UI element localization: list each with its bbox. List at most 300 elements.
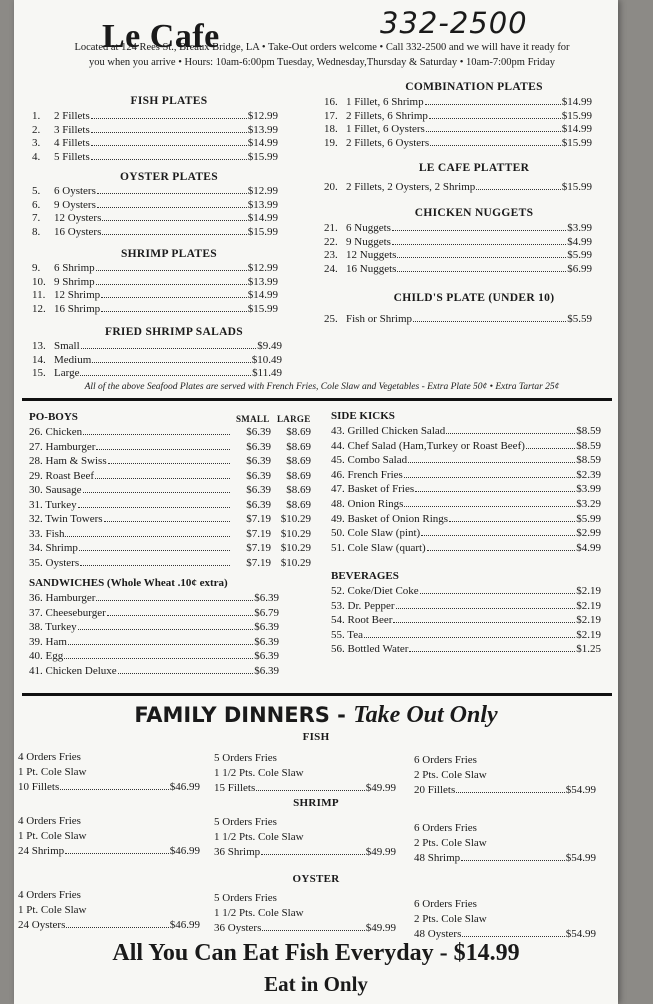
- item-label: 9 Oysters: [54, 198, 96, 211]
- item-label: 47. Basket of Fries: [331, 483, 415, 496]
- dot-leader: [392, 230, 566, 231]
- item-price: $3.29: [576, 498, 601, 510]
- item-label: 44. Chef Salad (Ham,Turkey or Roast Beef): [331, 439, 525, 452]
- sandwiches-heading: SANDWICHES (Whole Wheat .10¢ extra): [29, 577, 228, 589]
- menu-item: [29, 484, 311, 496]
- dot-leader: [101, 311, 247, 312]
- dot-leader: [462, 936, 564, 937]
- dot-leader: [91, 159, 247, 160]
- dot-leader: [261, 854, 365, 855]
- item-price: $15.99: [561, 109, 592, 122]
- item-price: $12.99: [247, 262, 278, 274]
- item-label: 34. Shrimp: [29, 542, 78, 554]
- family-price: $46.99: [169, 781, 200, 793]
- menu-item: [331, 498, 601, 510]
- item-price-small: $6.39: [246, 455, 271, 467]
- family-qty-row: [18, 918, 200, 933]
- dot-leader: [80, 565, 230, 566]
- menu-item: [32, 367, 282, 379]
- item-price: $5.99: [567, 249, 592, 261]
- dot-leader: [66, 927, 168, 928]
- dot-leader: [413, 321, 566, 322]
- item-label: 45. Combo Salad: [331, 454, 408, 467]
- item-price-large: $8.69: [286, 440, 311, 453]
- dot-leader: [449, 521, 575, 522]
- menu-item: [29, 542, 311, 554]
- item-number: 17.: [324, 109, 338, 122]
- item-label: 33. Fish: [29, 527, 65, 540]
- family-qty: 15 Fillets: [214, 782, 256, 794]
- family-qty: 48 Oysters: [414, 928, 462, 940]
- section-divider-1: [22, 398, 612, 401]
- item-price: $5.99: [576, 512, 601, 525]
- item-price: $12.99: [247, 185, 278, 197]
- item-price-large: $10.29: [280, 527, 311, 540]
- item-price-large: $8.69: [286, 426, 311, 438]
- item-price: $2.19: [576, 599, 601, 612]
- dot-leader: [256, 790, 364, 791]
- dot-leader: [430, 145, 561, 146]
- family-option: [18, 888, 200, 933]
- family-qty-row: [414, 851, 596, 866]
- dot-leader: [364, 637, 575, 638]
- menu-item: [29, 441, 311, 453]
- item-price: $3.99: [576, 483, 601, 496]
- menu-item: [331, 542, 601, 554]
- dot-leader: [65, 536, 230, 537]
- family-slaw: 1 1/2 Pts. Cole Slaw: [214, 907, 304, 919]
- family-price: $46.99: [169, 845, 200, 857]
- dot-leader: [102, 234, 246, 235]
- dot-leader: [118, 673, 254, 674]
- item-price: $2.99: [576, 527, 601, 540]
- dot-leader: [68, 644, 253, 645]
- item-label: 46. French Fries: [331, 468, 403, 481]
- item-number: 13.: [32, 340, 46, 352]
- item-price: $8.59: [576, 454, 601, 467]
- item-price: $14.99: [561, 96, 592, 108]
- family-fries: 6 Orders Fries: [414, 754, 477, 766]
- item-price-large: $10.29: [280, 556, 311, 569]
- item-label: 36. Hamburger: [29, 592, 96, 604]
- item-price: $13.99: [247, 198, 278, 211]
- menu-item: [29, 455, 311, 467]
- family-option: [214, 891, 396, 936]
- family-price: $49.99: [365, 922, 396, 934]
- family-fries: 4 Orders Fries: [18, 815, 81, 827]
- item-label: 6 Nuggets: [346, 222, 391, 234]
- family-qty: 36 Shrimp: [214, 846, 261, 858]
- family-price: $49.99: [365, 846, 396, 858]
- item-price: $14.99: [561, 123, 592, 135]
- dot-leader: [425, 104, 561, 105]
- menu-item: [331, 629, 601, 641]
- item-label: 35. Oysters: [29, 556, 80, 569]
- menu-item: [331, 483, 601, 495]
- item-number: 5.: [32, 185, 41, 197]
- family-price: $46.99: [169, 919, 200, 931]
- menu-item: [32, 199, 278, 211]
- menu-item: [32, 340, 282, 352]
- item-label: 53. Dr. Pepper: [331, 599, 395, 612]
- family-option: [18, 814, 200, 859]
- item-label: 12 Shrimp: [54, 289, 101, 301]
- menu-item: [324, 249, 592, 261]
- menu-item: [29, 499, 311, 511]
- item-number: 9.: [32, 262, 41, 274]
- dot-leader: [65, 853, 169, 854]
- item-label: 12 Oysters: [54, 212, 102, 224]
- family-group-heading: OYSTER: [292, 873, 340, 885]
- item-number: 15.: [32, 367, 46, 379]
- item-label: Medium: [54, 353, 92, 366]
- item-label: 29. Roast Beef: [29, 469, 95, 482]
- item-price-small: $6.39: [246, 498, 271, 511]
- family-slaw: 1 Pt. Cole Slaw: [18, 766, 87, 778]
- menu-item: [29, 592, 279, 604]
- family-qty-row: [414, 783, 596, 798]
- dot-leader: [97, 207, 247, 208]
- item-label: 55. Tea: [331, 628, 364, 641]
- dot-leader: [92, 362, 250, 363]
- family-qty: 10 Fillets: [18, 781, 60, 793]
- item-price: $4.99: [576, 541, 601, 554]
- item-price: $15.99: [561, 181, 592, 193]
- family-slaw: 1 Pt. Cole Slaw: [18, 830, 87, 842]
- item-label: Fish or Shrimp: [346, 313, 413, 325]
- item-label: 16 Nuggets: [346, 262, 397, 275]
- item-label: 50. Cole Slaw (pint): [331, 527, 421, 540]
- dot-leader: [392, 244, 566, 245]
- item-price-small: $6.39: [246, 469, 271, 482]
- family-dinners-title: [14, 702, 618, 729]
- family-slaw: 2 Pts. Cole Slaw: [414, 769, 487, 781]
- family-qty: 24 Shrimp: [18, 845, 65, 857]
- item-number: 7.: [32, 212, 41, 224]
- menu-item: [29, 528, 311, 540]
- restaurant-info: [32, 40, 612, 70]
- menu-paper: [14, 0, 618, 1004]
- item-label: 56. Bottled Water: [331, 643, 409, 656]
- item-price: $6.39: [254, 635, 279, 648]
- item-price-small: $6.39: [246, 426, 271, 438]
- dot-leader: [96, 600, 253, 601]
- menu-item: [324, 123, 592, 135]
- item-label: 16 Shrimp: [54, 302, 101, 315]
- menu-item: [324, 222, 592, 234]
- menu-item: [331, 600, 601, 612]
- dot-leader: [91, 118, 247, 119]
- item-price: $6.79: [254, 606, 279, 619]
- item-price-small: $7.19: [246, 542, 271, 554]
- menu-item: [29, 636, 279, 648]
- dot-leader: [96, 270, 247, 271]
- item-label: 37. Cheeseburger: [29, 606, 106, 619]
- item-label: 30. Sausage: [29, 484, 82, 496]
- item-number: 25.: [324, 313, 338, 325]
- item-price: $14.99: [247, 212, 278, 224]
- dot-leader: [95, 478, 230, 479]
- item-label: Large: [54, 367, 80, 379]
- family-group-heading: FISH: [302, 731, 330, 743]
- menu-item: [324, 96, 592, 108]
- item-label: 39. Ham: [29, 635, 67, 648]
- menu-item: [324, 137, 592, 149]
- dot-leader: [102, 220, 246, 221]
- family-dinners-title-main: FAMILY DINNERS -: [134, 703, 346, 727]
- menu-item: [331, 454, 601, 466]
- family-option: [414, 753, 596, 798]
- family-fries: 5 Orders Fries: [214, 816, 277, 828]
- family-option: [214, 751, 396, 796]
- dot-leader: [83, 434, 230, 435]
- item-label: 2 Fillets, 6 Oysters: [346, 136, 430, 149]
- family-price: $54.99: [565, 852, 596, 864]
- dot-leader: [526, 448, 575, 449]
- item-number: 18.: [324, 123, 338, 135]
- childs-plate-heading: CHILD'S PLATE (UNDER 10): [393, 292, 555, 304]
- family-fries: 4 Orders Fries: [18, 889, 81, 901]
- family-price: $54.99: [565, 928, 596, 940]
- menu-item: [331, 469, 601, 481]
- item-price: $6.99: [567, 262, 592, 275]
- dot-leader: [426, 131, 561, 132]
- seafood-plates-note: All of the above Seafood Plates are served with French Fries, Cole Slaw and Vegetables - Extra Plate 50¢ • Extra Tartar 25¢: [84, 382, 560, 392]
- menu-item: [32, 289, 278, 301]
- family-slaw: 2 Pts. Cole Slaw: [414, 837, 487, 849]
- item-label: 2 Fillets, 2 Oysters, 2 Shrimp: [346, 181, 476, 193]
- fish-plates-heading: FISH PLATES: [130, 95, 208, 107]
- family-price: $49.99: [365, 782, 396, 794]
- dot-leader: [393, 622, 575, 623]
- dot-leader: [446, 433, 575, 434]
- item-price: $10.49: [251, 353, 282, 366]
- item-price-large: $10.29: [280, 542, 311, 554]
- item-price: $9.49: [257, 340, 282, 352]
- item-label: 27. Hamburger: [29, 440, 96, 453]
- item-label: 40. Egg: [29, 650, 64, 662]
- menu-item: [29, 426, 311, 438]
- po-boys-small-header: SMALL: [236, 414, 270, 424]
- menu-item: [331, 585, 601, 597]
- item-label: 51. Cole Slaw (quart): [331, 541, 426, 554]
- item-price: $6.39: [254, 650, 279, 662]
- menu-item: [324, 110, 592, 122]
- dot-leader: [409, 651, 575, 652]
- oyster-plates-heading: OYSTER PLATES: [120, 171, 218, 183]
- item-label: 16 Oysters: [54, 225, 102, 238]
- item-price: $2.19: [576, 614, 601, 627]
- family-option: [18, 750, 200, 795]
- item-label: 41. Chicken Deluxe: [29, 664, 117, 677]
- all-you-can-eat-banner: All You Can Eat Fish Everyday - $14.99: [112, 940, 520, 966]
- item-label: 4 Fillets: [54, 137, 90, 149]
- family-fries: 5 Orders Fries: [214, 892, 277, 904]
- item-price-large: $8.69: [286, 469, 311, 482]
- menu-item: [29, 650, 279, 662]
- item-price-small: $7.19: [246, 556, 271, 569]
- menu-item: [32, 124, 278, 136]
- item-price-small: $6.39: [246, 484, 271, 496]
- family-qty-row: [214, 845, 396, 860]
- item-number: 24.: [324, 262, 338, 275]
- item-label: 26. Chicken: [29, 426, 83, 438]
- menu-item: [29, 557, 311, 569]
- dot-leader: [60, 789, 168, 790]
- item-number: 4.: [32, 150, 41, 163]
- item-price: $13.99: [247, 275, 278, 288]
- item-price: $2.19: [576, 585, 601, 597]
- item-price: $3.99: [567, 222, 592, 234]
- chicken-nuggets-heading: CHICKEN NUGGETS: [414, 207, 534, 219]
- item-label: 3 Fillets: [54, 123, 90, 136]
- dot-leader: [97, 193, 247, 194]
- family-price: $54.99: [565, 784, 596, 796]
- item-number: 8.: [32, 225, 41, 238]
- item-label: 2 Fillets: [54, 110, 90, 122]
- dot-leader: [91, 145, 247, 146]
- item-number: 23.: [324, 249, 338, 261]
- menu-item: [324, 263, 592, 275]
- dot-leader: [396, 608, 576, 609]
- item-number: 2.: [32, 123, 41, 136]
- item-price: $15.99: [561, 136, 592, 149]
- item-number: 1.: [32, 110, 41, 122]
- item-label: 9 Nuggets: [346, 235, 391, 248]
- menu-item: [331, 527, 601, 539]
- section-divider-2: [22, 693, 612, 696]
- menu-item: [32, 151, 278, 163]
- family-dinners-title-takeout: Take Out Only: [353, 702, 498, 728]
- restaurant-title: Le Cafe: [102, 18, 220, 55]
- item-number: 10.: [32, 275, 46, 288]
- item-number: 16.: [324, 96, 338, 108]
- dot-leader: [429, 118, 561, 119]
- item-price: $15.99: [247, 302, 278, 315]
- item-label: 12 Nuggets: [346, 249, 397, 261]
- dot-leader: [83, 492, 230, 493]
- family-fries: 6 Orders Fries: [414, 898, 477, 910]
- family-option: [214, 815, 396, 860]
- family-fries: 6 Orders Fries: [414, 822, 477, 834]
- dot-leader: [420, 593, 576, 594]
- family-group-heading: SHRIMP: [293, 797, 339, 809]
- menu-item: [331, 614, 601, 626]
- item-price: $14.99: [247, 137, 278, 149]
- menu-item: [32, 137, 278, 149]
- family-option: [414, 897, 596, 942]
- dot-leader: [80, 375, 251, 376]
- fried-shrimp-salads-heading: FRIED SHRIMP SALADS: [105, 326, 243, 338]
- item-number: 22.: [324, 235, 338, 248]
- dot-leader: [427, 550, 576, 551]
- menu-item: [331, 643, 601, 655]
- dot-leader: [461, 860, 565, 861]
- dot-leader: [262, 930, 364, 931]
- item-price: $5.59: [567, 313, 592, 325]
- side-kicks-heading: SIDE KICKS: [331, 410, 395, 422]
- menu-item: [29, 607, 279, 619]
- dot-leader: [104, 521, 230, 522]
- menu-item: [324, 236, 592, 248]
- dot-leader: [101, 297, 247, 298]
- menu-item: [29, 621, 279, 633]
- item-label: 54. Root Beer: [331, 614, 393, 627]
- menu-item: [32, 262, 278, 274]
- item-price-large: $10.29: [280, 513, 311, 525]
- family-qty-row: [18, 780, 200, 795]
- dot-leader: [408, 462, 575, 463]
- item-price: $15.99: [247, 150, 278, 163]
- item-label: 31. Turkey: [29, 498, 77, 511]
- menu-item: [32, 226, 278, 238]
- po-boys-large-header: LARGE: [277, 414, 311, 424]
- item-price: $13.99: [247, 123, 278, 136]
- combination-plates-heading: COMBINATION PLATES: [405, 81, 543, 93]
- item-price: $8.59: [576, 425, 601, 437]
- family-fries: 4 Orders Fries: [18, 751, 81, 763]
- item-price: $6.39: [254, 592, 279, 604]
- dot-leader: [108, 463, 230, 464]
- menu-item: [331, 425, 601, 437]
- item-price: $8.59: [576, 439, 601, 452]
- item-label: Small: [54, 340, 80, 352]
- family-qty-row: [18, 844, 200, 859]
- menu-item: [29, 470, 311, 482]
- family-qty-row: [214, 921, 396, 936]
- info-line-2: you when you arrive • Hours: 10am-6:00pm Tuesday, Wednesday,Thursday & Saturday • 10am-7:00pm Friday: [88, 57, 555, 68]
- po-boys-heading: PO-BOYS: [29, 411, 78, 423]
- family-fries: 5 Orders Fries: [214, 752, 277, 764]
- item-label: 49. Basket of Onion Rings: [331, 512, 449, 525]
- menu-item: [32, 354, 282, 366]
- dot-leader: [476, 189, 560, 190]
- dot-leader: [456, 792, 564, 793]
- item-price: $2.39: [576, 468, 601, 481]
- item-price: $6.39: [254, 621, 279, 633]
- menu-item: [29, 665, 279, 677]
- menu-item: [331, 513, 601, 525]
- menu-item: [324, 181, 592, 193]
- item-label: 52. Coke/Diet Coke: [331, 585, 419, 597]
- beverages-heading: BEVERAGES: [331, 570, 399, 582]
- item-label: 6 Shrimp: [54, 262, 95, 274]
- dot-leader: [415, 491, 575, 492]
- item-label: 6 Oysters: [54, 185, 96, 197]
- family-option: [414, 821, 596, 866]
- dot-leader: [404, 477, 575, 478]
- family-slaw: 2 Pts. Cole Slaw: [414, 913, 487, 925]
- item-label: 38. Turkey: [29, 621, 77, 633]
- family-qty: 36 Oysters: [214, 922, 262, 934]
- dot-leader: [397, 257, 566, 258]
- dot-leader: [397, 271, 566, 272]
- family-qty: 20 Fillets: [414, 784, 456, 796]
- item-price-small: $7.19: [246, 513, 271, 525]
- family-qty: 48 Shrimp: [414, 852, 461, 864]
- item-price: $14.99: [247, 289, 278, 301]
- item-label: 1 Fillet, 6 Shrimp: [346, 96, 424, 108]
- item-price-small: $7.19: [246, 527, 271, 540]
- item-price-small: $6.39: [246, 440, 271, 453]
- menu-item: [32, 110, 278, 122]
- item-price: $11.49: [252, 367, 282, 379]
- family-qty-row: [214, 781, 396, 796]
- dot-leader: [79, 550, 230, 551]
- dot-leader: [421, 535, 575, 536]
- family-qty: 24 Oysters: [18, 919, 66, 931]
- dot-leader: [107, 615, 253, 616]
